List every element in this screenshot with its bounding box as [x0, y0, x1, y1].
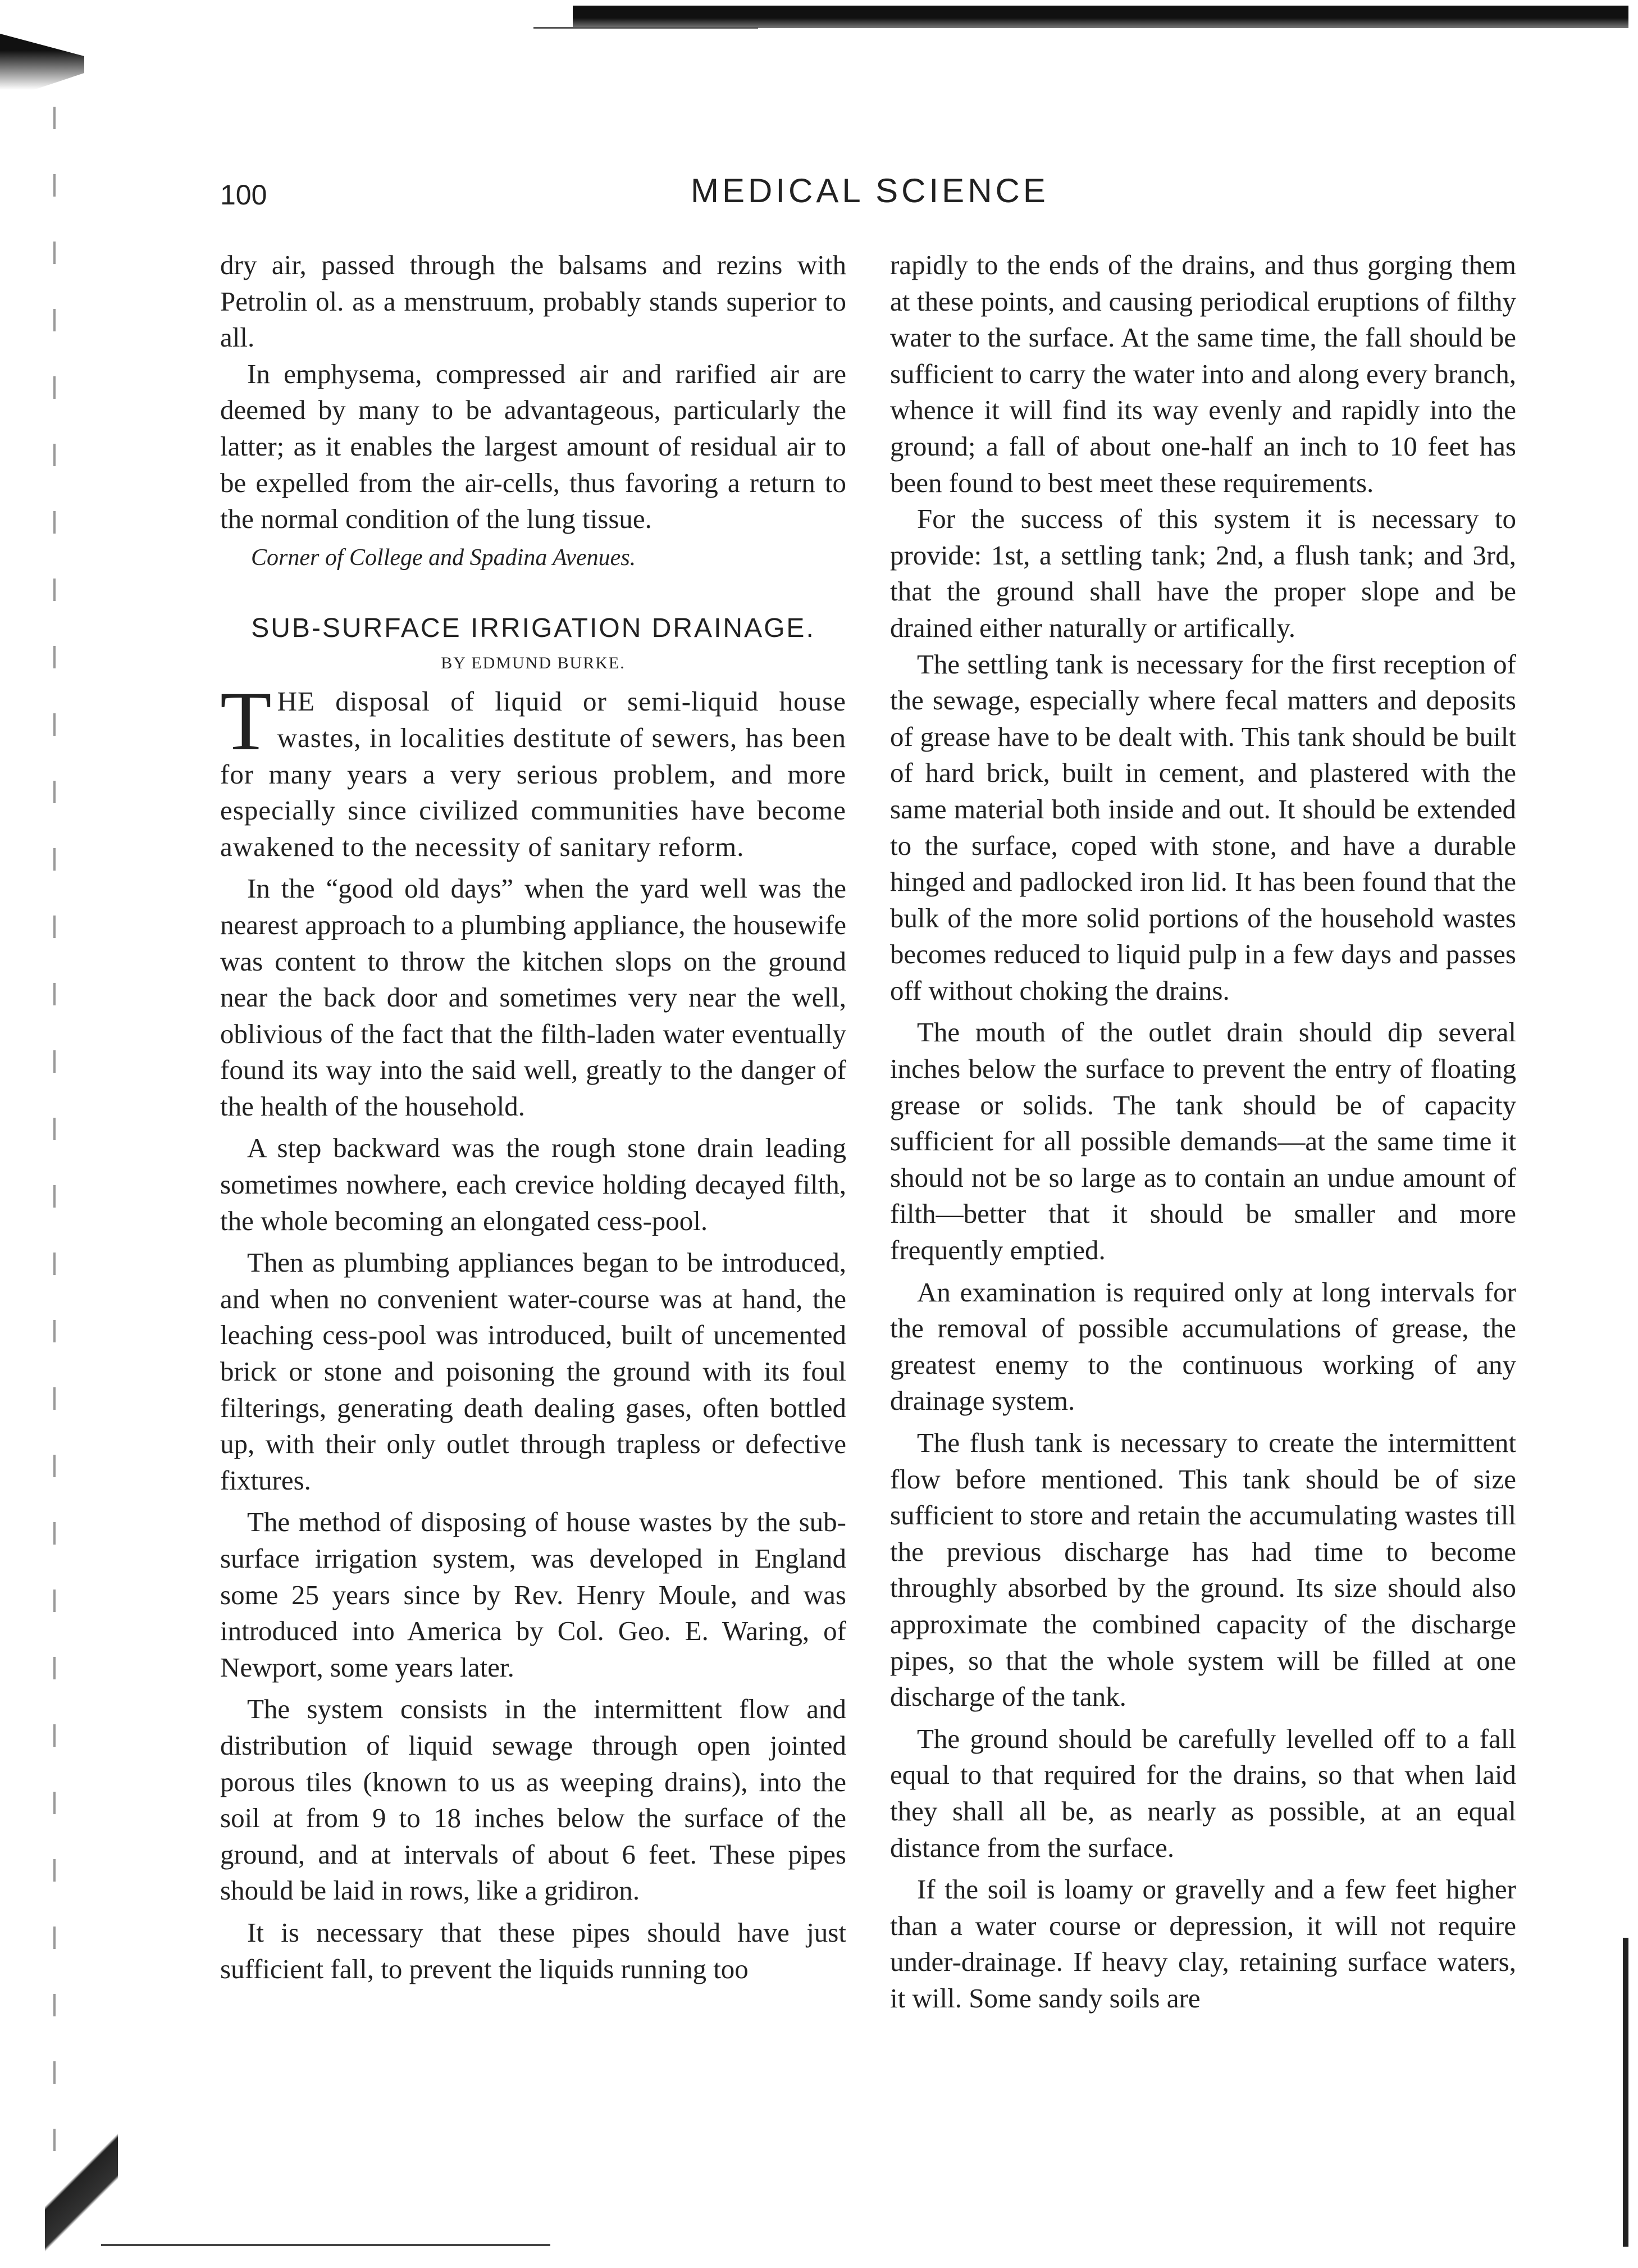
scan-edge-top	[573, 6, 1628, 28]
first-paragraph-text: HE disposal of liquid or semi-liquid house wastes, in localities destitute of sewers, has been for many years a very serious problem, and more especially since civilized communities have become awakened to the necessity of sanitary reform.	[220, 686, 846, 862]
paragraph: The method of disposing of house wastes by the sub-surface irrigation system, was developed in England some 25 years since by Rev. Henry Moule, and was introduced into America by Col. Geo. E. Waring, of Newport, some years later.	[220, 1506, 846, 1683]
page-number: 100	[220, 179, 267, 211]
first-paragraph	[220, 675, 846, 865]
article-title: SUB-SURFACE IRRIGATION DRAINAGE.	[251, 613, 815, 644]
paragraph: For the success of this system it is necessary to provide: 1st, a settling tank; 2nd, a flush tank; and 3rd, that the ground shall have the proper slope and be drained either naturally or artifically.	[890, 503, 1516, 643]
author-address: Corner of College and Spadina Avenues.	[251, 544, 636, 571]
byline: BY EDMUND BURKE.	[441, 654, 626, 673]
scan-mark-top-left	[0, 34, 84, 90]
paragraph: Then as plumbing appliances began to be introduced, and when no convenient water-course was at hand, the leaching cess-pool was introduced, built of uncemented brick or stone and poisoning the ground with its foul filterings, generating death dealing gases, often bottled up, with their only outlet through trapless or defective fixtures.	[220, 1247, 846, 1496]
scan-edge-left	[53, 107, 56, 2185]
right-column	[890, 247, 1516, 2017]
paragraph: In emphysema, compressed air and rarified air are deemed by many to be advantageous, particularly the latter; as it enables the largest amount of residual air to be expelled from the air-cells, thus favoring a return to the normal condition of the lung tissue.	[220, 358, 846, 535]
paragraph: A step backward was the rough stone drain leading sometimes nowhere, each crevice holding decayed filth, the whole becoming an elongated cess-pool.	[220, 1132, 846, 1236]
scan-edge-right	[1623, 1938, 1628, 2247]
paragraph: In the “good old days” when the yard well was the nearest approach to a plumbing appliance, the housewife was content to throw the kitchen slops on the ground near the back door and sometimes very near the well, oblivious of the fact that the filth-laden water eventually found its way into the said well, greatly to the danger of the health of the household.	[220, 873, 846, 1122]
paragraph: rapidly to the ends of the drains, and thus gorging them at these points, and causing periodical eruptions of filthy water to the surface. At the same time, the fall should be sufficient to carry the water into and along every branch, whence it will find its way evenly and rapidly into the ground; a fall of about one-half an inch to 10 feet has been found to best meet these requirements.	[890, 249, 1516, 498]
scan-edge-bottom	[101, 2244, 550, 2246]
paragraph: It is necessary that these pipes should have just sufficient fall, to prevent the liquids running too	[220, 1916, 846, 1984]
paragraph: dry air, passed through the balsams and rezins with Petrolin ol. as a menstruum, probably stands superior to all.	[220, 249, 846, 353]
left-column	[220, 247, 846, 1987]
paragraph: The flush tank is necessary to create the intermittent flow before mentioned. This tank should be of size sufficient to store and retain the accumulating wastes till the previous discharge has had time to become throughly absorbed by the ground. Its size should also approximate the combined capacity of the discharge pipes, so that the whole system will be filled at one discharge of the tank.	[890, 1427, 1516, 1713]
scan-mark-bottom-left	[45, 2123, 118, 2258]
paragraph: The ground should be carefully levelled off to a fall equal to that required for the drains, so that when laid they shall all be, as nearly as possible, at an equal distance from the surface.	[890, 1723, 1516, 1863]
paragraph: The mouth of the outlet drain should dip several inches below the surface to prevent the entry of floating grease or solids. The tank should be of capacity sufficient for all possible demands—at the same time it should not be so large as to contain an undue amount of filth—better that it should be smaller and more frequently emptied.	[890, 1017, 1516, 1266]
paragraph: An examination is required only at long intervals for the removal of possible accumulations of grease, the greatest enemy to the continuous working of any drainage system.	[890, 1276, 1516, 1417]
paragraph: The settling tank is necessary for the first reception of the sewage, especially where fecal matters and deposits of grease have to be dealt with. This tank should be built of hard brick, built in cement, and plastered with the same material both inside and out. It should be extended to the surface, coped with stone, and have a durable hinged and padlocked iron lid. It has been found that the bulk of the more solid portions of the household wastes becomes reduced to liquid pulp in a few days and passes off without choking the drains.	[890, 648, 1516, 1006]
running-head: MEDICAL SCIENCE	[691, 172, 1049, 210]
paragraph: If the soil is loamy or gravelly and a few feet higher than a water course or depression, it will not require under-drainage. If heavy clay, retaining surface waters, it will. Some sandy soils are	[890, 1874, 1516, 2014]
scan-line-top	[533, 27, 758, 29]
paragraph: The system consists in the intermittent flow and distribution of liquid sewage through open jointed porous tiles (known to us as weeping drains), into the soil at from 9 to 18 inches below the surface of the ground, and at intervals of about 6 feet. These pipes should be laid in rows, like a gridiron.	[220, 1693, 846, 1906]
drop-cap: T	[220, 675, 272, 768]
